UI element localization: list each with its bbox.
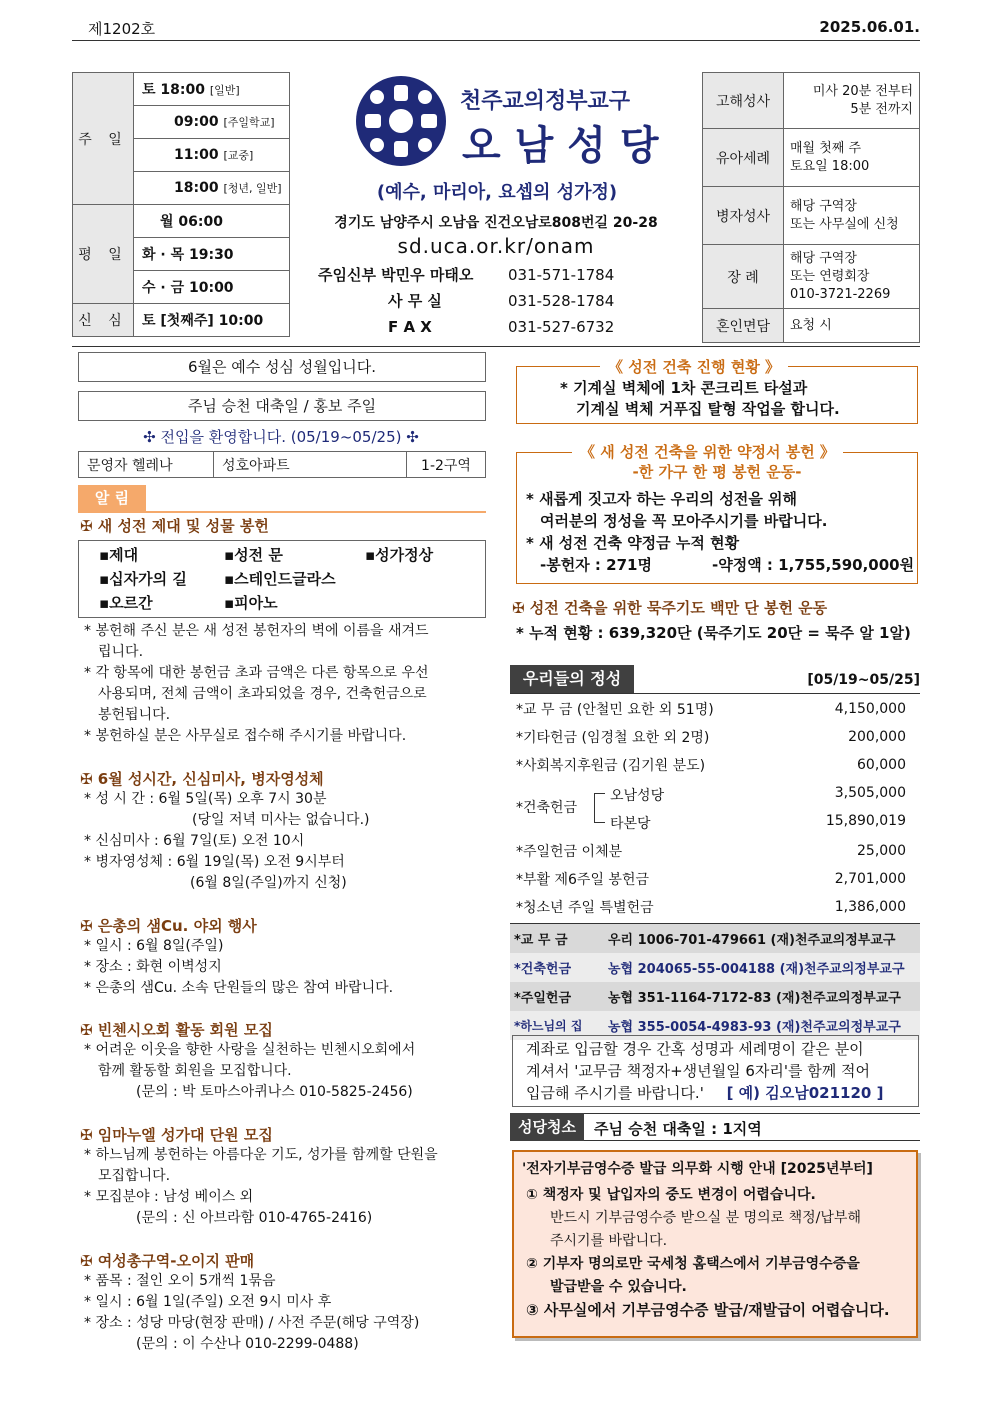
section-title-vincent: ✠ 빈첸시오회 활동 회원 모집	[80, 1021, 273, 1039]
section-title-cucumber: ✠ 여성총구역-오이지 판매	[80, 1252, 255, 1270]
pledge-sub: -한 가구 한 평 봉헌 운동-	[632, 463, 802, 481]
sunday-label: 주 일	[73, 73, 134, 205]
weekday-mass-1: 월 06:00	[134, 205, 290, 238]
notice-header: 알 림	[78, 485, 146, 511]
rosary-line: * 누적 현황 : 639,320단 (묵주기도 20단 = 묵주 알 1알)	[516, 624, 911, 642]
issue-number: 제1202호	[88, 20, 156, 38]
sunday-mass-2: 09:00 [주일학교]	[134, 106, 290, 139]
section-title-holy-hour: ✠ 6월 성시간, 신심미사, 병자영성체	[80, 770, 324, 788]
receipt-lines: ① 책정자 및 납입자의 중도 변경이 어렵습니다. 반드시 기부금영수증 받으실 분 명의로 책정/납부해 주시기를 바랍니다. ② 기부자 명의로만 국세청 홈택스에서 기부금영수증을 발급받을 수 있습니다. ③ 사무실에서 기부금영수증 발급/재발급이 어렵습니다.	[526, 1187, 890, 1319]
section-title-choir: ✠ 임마누엘 성가대 단원 모집	[80, 1126, 273, 1144]
parish-website[interactable]: sd.uca.or.kr/onam	[397, 234, 595, 258]
rosary-title: ✠ 성전 건축을 위한 묵주기도 백만 단 봉헌 운동	[512, 599, 828, 617]
build-status-lines: * 기계실 벽체에 1차 콘크리트 타설과 기계실 벽체 거푸집 탈형 작업을 합니다.	[560, 379, 840, 418]
cu-event-lines: * 일시 : 6월 8일(주일) * 장소 : 화현 이벽성지 * 은총의 샘Cu. 소속 단원들의 많은 참여 바랍니다.	[84, 938, 394, 996]
offering-table: *교 무 금 (안철민 요한 외 51명) 4,150,000 *기타헌금 (임경철 요한 외 2명) 200,000 *사회복지후원금 (김기원 분도) 60,000	[516, 701, 906, 774]
accounts-table: *교 무 금 우리 1006-701-479661 (재)천주교의정부교구 *건축헌금 농협 204065-55-004188 (재)천주교의정부교구 *주일헌금 농협 351-1164-7172-83 (재)천주교의정부교구 *하느님의 집 농협 355-0054-4983-93 (재)천주교의정부교구	[510, 923, 920, 1040]
receipt-title: '전자기부금영수증 발급 의무화 시행 안내 [2025년부터]	[522, 1161, 873, 1177]
weekday-label: 평 일	[73, 205, 134, 304]
vincent-lines: * 어려운 이웃을 향한 사랑을 실천하는 빈첸시오회에서 함께 활동할 회원을 모집합니다. (문의 : 박 토마스아퀴나스 010-5825-2456)	[84, 1042, 416, 1100]
diocese-name: 천주교의정부교구	[460, 89, 631, 114]
altar-items-box: ▪제대 ▪성전 문 ▪성가정상 ▪십자가의 길 ▪스테인드글라스 ▪오르간 ▪피아노	[78, 540, 486, 618]
build-status-title: 《 성전 건축 진행 현황 》	[600, 356, 788, 377]
holy-hour-lines: * 성 시 간 : 6월 5일(목) 오후 7시 30분 (당일 저녁 미사는 없습니다.) * 신심미사 : 6월 7일(토) 오전 10시 * 병자영성체 : 6월 19일(목) 오전 9시부터 (6월 8일(주일)까지 신청)	[84, 791, 370, 891]
build-fund-label: *건축헌금	[516, 800, 578, 816]
issue-date: 2025.06.01.	[819, 18, 920, 36]
altar-notes: * 봉헌해 주신 분은 새 성전 봉헌자의 벽에 이름을 새겨드 립니다. * 각 항목에 대한 봉헌금 초과 금액은 다른 항목으로 우선 사용되며, 전체 금액이 초과되었을 경우, 건축헌금으로 봉헌됩니다. * 봉헌하실 분은 사무실로 접수해 주시기를 바랍니다.	[84, 623, 429, 744]
build-fund-onam-amount: 3,505,000	[834, 785, 906, 801]
parish-name: 오남성당	[462, 123, 673, 169]
sunday-mass-4: 18:00 [청년, 일반]	[134, 172, 290, 205]
parish-contacts: 주임신부 박민우 마태오 031-571-1784 사 무 실 031-528-1784 F A X 031-527-6732	[318, 266, 615, 336]
weekday-mass-2: 화 · 목 19:30	[134, 238, 290, 271]
deposit-lines: 계좌로 입금할 경우 간혹 성명과 세례명이 같은 분이 계셔서 '교무금 책정자+생년월일 6자리'를 함께 적어 입금해 주시기를 바랍니다.' [ 예) 김오남021120 ]	[526, 1040, 884, 1102]
build-fund-other: 타본당	[610, 816, 651, 832]
welcome-title: ✣ 전입을 환영합니다. (05/19~05/25) ✣	[143, 428, 419, 446]
cleaning-label: 성당청소	[510, 1113, 584, 1141]
cleaning-value: 주님 승천 대축일 : 1지역	[594, 1120, 762, 1138]
pledge-lines: * 새롭게 짓고자 하는 우리의 성전을 위해 여러분의 정성을 꼭 모아주시기를 바랍니다. * 새 성전 건축 약정금 누적 현황 -봉헌자 : 271명 -약정액 : 1,755,590,000원	[526, 490, 915, 574]
build-fund-other-amount: 15,890,019	[825, 813, 906, 829]
sinsim-label: 신 심	[73, 304, 134, 337]
sinsim-mass: 토 [첫째주] 10:00	[134, 304, 290, 337]
offering-header: 우리들의 정성	[510, 665, 634, 693]
sunday-mass-3: 11:00 [교중]	[134, 139, 290, 172]
pledge-title: 《 새 성전 건축을 위한 약정서 봉헌 》	[572, 441, 843, 462]
parish-address: 경기도 남양주시 오남읍 진건오남로808번길 20-28	[334, 215, 658, 231]
mass-schedule	[72, 72, 290, 337]
sunday-notice: 주님 승천 대축일 / 홍보 주일	[78, 391, 486, 421]
cucumber-lines: * 품목 : 절인 오이 5개씩 1묶음 * 일시 : 6월 1일(주일) 오전 9시 미사 후 * 장소 : 성당 마당(현장 판매) / 사전 주문(해당 구역장) (문의 : 이 수산나 010-2299-0488)	[84, 1273, 420, 1352]
sunday-mass-1: 토 18:00 [일반]	[134, 73, 290, 106]
welcome-table: 문영자 헬레나 성호아파트 1-2구역	[78, 451, 486, 478]
month-notice: 6월은 예수 성심 성월입니다.	[78, 352, 486, 382]
build-fund-onam: 오남성당	[610, 788, 665, 804]
choir-lines: * 하느님께 봉헌하는 아름다운 기도, 성가를 함께할 단원을 모집합니다. * 모집분야 : 남성 베이스 외 (문의 : 신 아브라함 010-4765-2416)	[84, 1147, 438, 1226]
weekday-mass-3: 수 · 금 10:00	[134, 271, 290, 304]
offering-table-2: *주일헌금 이체분 25,000 *부활 제6주일 봉헌금 2,701,000 *청소년 주일 특별헌금 1,386,000	[516, 843, 906, 916]
section-title-altar: ✠ 새 성전 제대 및 성물 봉헌	[80, 517, 269, 535]
sacraments-table: 고해성사 미사 20분 전부터 5분 전까지 유아세례 매월 첫째 주 토요일 18:00 병자성사 해당 구역장 또는 사무실에 신청 장 례 해당 구역장 또는 연령회장 010-3721-2269 혼인면담 요청 시	[702, 72, 920, 343]
parish-patron: (예수, 마리아, 요셉의 성가정)	[376, 182, 618, 203]
section-title-cu-event: ✠ 은총의 샘Cu. 야외 행사	[80, 917, 257, 935]
offering-period: [05/19~05/25]	[807, 672, 920, 688]
diocese-logo-icon	[355, 75, 447, 167]
